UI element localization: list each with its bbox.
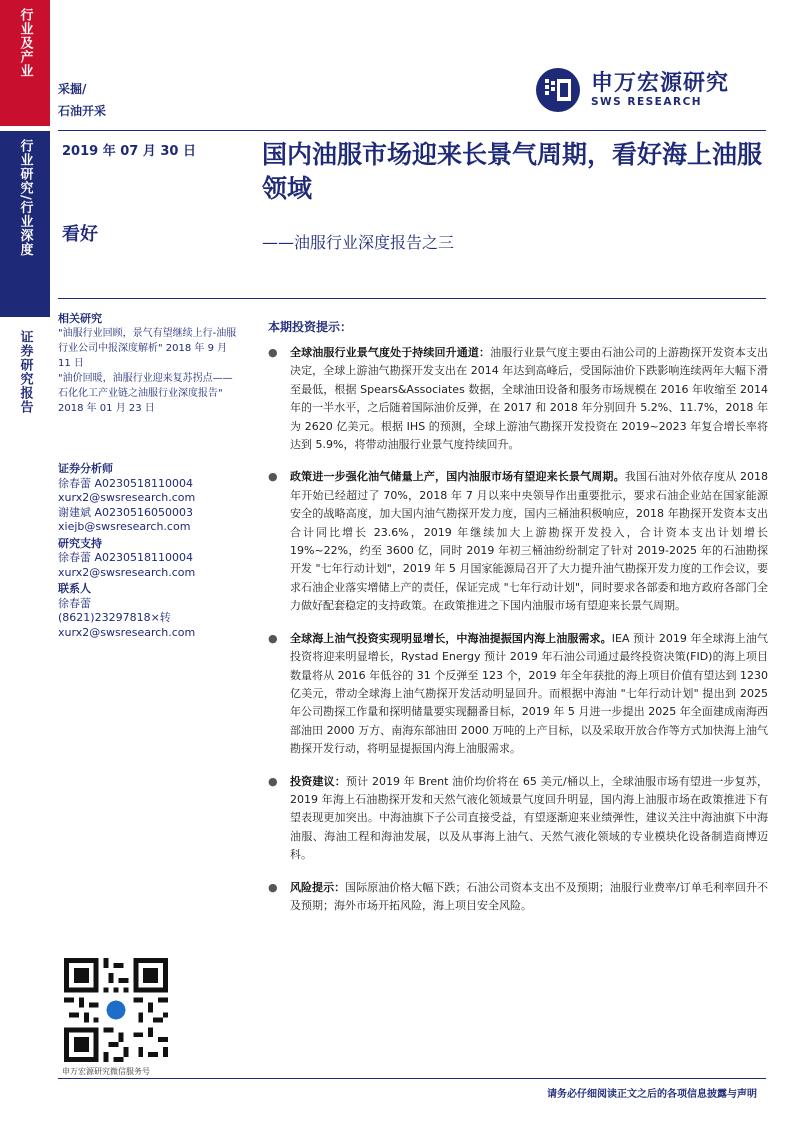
bullet-icon: ● xyxy=(268,880,278,894)
point-text: 国际原油价格大幅下跌；石油公司资本支出不及预期；油服行业费率/订单毛利率回升不及预期；海外市场开拓风险，海上项目安全风险。 xyxy=(290,880,768,912)
side-strip xyxy=(0,0,50,1122)
side-label-category: 行业及产业 xyxy=(17,8,33,78)
industry-line2: 石油开采 xyxy=(58,104,107,118)
related-head: 相关研究 xyxy=(58,312,102,325)
contact-phone: (8621)23297818×转 xyxy=(58,611,171,624)
point-lead: 风险提示： xyxy=(290,880,346,894)
related-item: "油服行业回顾，景气有望继续上行-油服行业公司中报深度解析" 2018 年 9 月 11 日 xyxy=(58,328,237,369)
side-block-securities xyxy=(0,322,50,1122)
point-text: 我国石油对外依存度从 2018 年开始已经超过了 70%，2018 年 7 月以来中央领导作出重要批示，要求石油企业站在国家能源安全的战略高度，加大国内油气勘探开发力度，国内三桶油积极响应，2018 年勘探开发资本支出合计同比增长 23.6%，2019 年继续加大上游勘探开发投入，合计资本支出计划增长 19%~22%，约至 3600 亿，同时 2019 年初三桶油纷纷制定了针对 2019-2025 年的石油勘探开发 "七年行动计划"，2019 年 5 月国家能源局召开了大力提升油气勘探开发力度的工作会议，要求石油企业落实增储上产的责任，保证完成 "七年行动计划"，同时要求各部委和地方政府各部门全力做好配套稳定的支持政策。在政策推进之下国内油服市场有望迎来长景气周期。 xyxy=(290,470,768,613)
summary-point xyxy=(268,773,768,865)
side-label-securities: 证券研究报告 xyxy=(17,330,33,414)
summary-point xyxy=(268,879,768,916)
support-1-name: 徐春蕾 A0230518110004 xyxy=(58,551,194,564)
point-lead: 全球海上油气投资实现明显增长，中海油提振国内海上油服需求。 xyxy=(290,631,612,645)
contact-email[interactable]: xurx2@swsresearch.com xyxy=(58,625,196,639)
logo-text-en: SWS RESEARCH xyxy=(591,96,703,108)
qr-caption: 申万宏源研究微信服务号 xyxy=(62,1067,150,1076)
contact-head: 联系人 xyxy=(58,582,91,595)
summary-point xyxy=(268,344,768,454)
footer-disclaimer: 请务必仔细阅读正文之后的各项信息披露与声明 xyxy=(547,1089,757,1100)
analyst-block xyxy=(58,460,238,640)
sws-logo xyxy=(535,65,750,115)
side-block-category xyxy=(0,0,50,126)
summary-head: 本期投资提示： xyxy=(268,320,353,334)
side-label-report-type: 行业研究/行业深度 xyxy=(17,139,33,257)
point-lead: 全球油服行业景气度处于持续回升通道： xyxy=(290,346,491,359)
point-lead: 政策进一步强化油气储量上产，国内油服市场有望迎来长景气周期。 xyxy=(290,470,625,484)
report-subtitle: ——油服行业深度报告之三 xyxy=(262,233,455,252)
point-text: IEA 预计 2019 年全球海上油气投资将迎来明显增长，Rystad Energy 预计 2019 年石油公司通过最终投资决策(FID)的海上项目数量将从 2016 年低谷的 31 个反弹至 123 个，2019 年全年获批的海上项目价值有望达到 1230 亿美元，带动全球海上油气勘探开发活动明显回升。而根据中海油 "七年行动计划" 提出到 2025 年公司勘探工作量和探明储量要实现翻番目标，2019 年 5 月进一步提出 2025 年全面建成南海西部油田 2000 万方、南海东部油田 2000 万吨的上产目标，以及采取开放合作等方式加快海上油气勘探开发行动，将明显提振国内海上油服需求。 xyxy=(290,631,769,756)
point-text: 油服行业景气度主要由石油公司的上游勘探开发资本支出决定，全球上游油气勘探开发支出在 2014 年达到高峰后，受国际油价下跌影响连续两年大幅下滑至最低，根据 Spears&Associates 数据，全球油田设备和服务市场规模在 2016 年收缩至 2014 年的一半水平，之后随着国际油价反弹，在 2017 和 2018 年分别回升 5.2%、11.7%，2018 年为 2620 亿美元。根据 IHS 的预测，全球上游油气勘探开发投资在 2019~2023 年复合增长率将达到 5.9%，将带动油服行业景气度持续回升。 xyxy=(290,346,769,452)
rating: 看好 xyxy=(62,224,98,245)
industry-label xyxy=(58,78,238,122)
bullet-icon: ● xyxy=(268,631,278,645)
analyst-1-email[interactable]: xurx2@swsresearch.com xyxy=(58,491,196,504)
footer-divider xyxy=(58,1078,766,1079)
point-lead: 投资建议： xyxy=(290,774,346,788)
analyst-2-email[interactable]: xiejb@swsresearch.com xyxy=(58,520,191,533)
industry-line1: 采掘/ xyxy=(58,82,87,96)
report-title: 国内油服市场迎来长景气周期，看好海上油服领域 xyxy=(262,140,763,203)
support-1-email[interactable]: xurx2@swsresearch.com xyxy=(58,565,196,579)
header-divider xyxy=(58,130,766,131)
summary-point xyxy=(268,468,768,615)
title-divider xyxy=(58,298,766,299)
point-text: 预计 2019 年 Brent 油价均价将在 65 美元/桶以上，全球油服市场有望进一步复苏，2019 年海上石油勘探开发和天然气液化领域景气度回升明显，国内海上油服市场在政策推进下有望表现更加突出。中海油旗下子公司直接受益，有望逐渐迎来业绩弹性，建议关注中海油旗下中海油服、海油工程和海油发展，以及从事海上油气、天然气液化领域的专业模块化设备制造商博迈科。 xyxy=(290,774,768,862)
related-research xyxy=(58,308,238,416)
bullet-icon: ● xyxy=(268,470,278,484)
support-head: 研究支持 xyxy=(58,536,102,550)
bullet-icon: ● xyxy=(268,774,278,788)
bullet-icon: ● xyxy=(268,346,278,359)
logo-text-cn: 申万宏源研究 xyxy=(591,71,730,96)
qr-code-icon[interactable] xyxy=(64,958,168,1062)
summary-points xyxy=(268,344,768,929)
analyst-2-name: 谢建斌 A0230516050003 xyxy=(58,505,194,519)
contact-name: 徐春蕾 xyxy=(58,596,91,610)
analyst-head: 证券分析师 xyxy=(58,462,113,475)
summary-point xyxy=(268,630,768,759)
sws-logo-icon xyxy=(535,67,581,113)
analyst-1-name: 徐春蕾 A0230518110004 xyxy=(58,476,194,490)
report-date: 2019 年 07 月 30 日 xyxy=(62,144,196,159)
related-item: "油价回暖，油服行业迎来复苏拐点——石化化工产业链之油服行业深度报告" 2018 年 01 月 23 日 xyxy=(58,373,233,414)
side-block-report-type xyxy=(0,131,50,317)
